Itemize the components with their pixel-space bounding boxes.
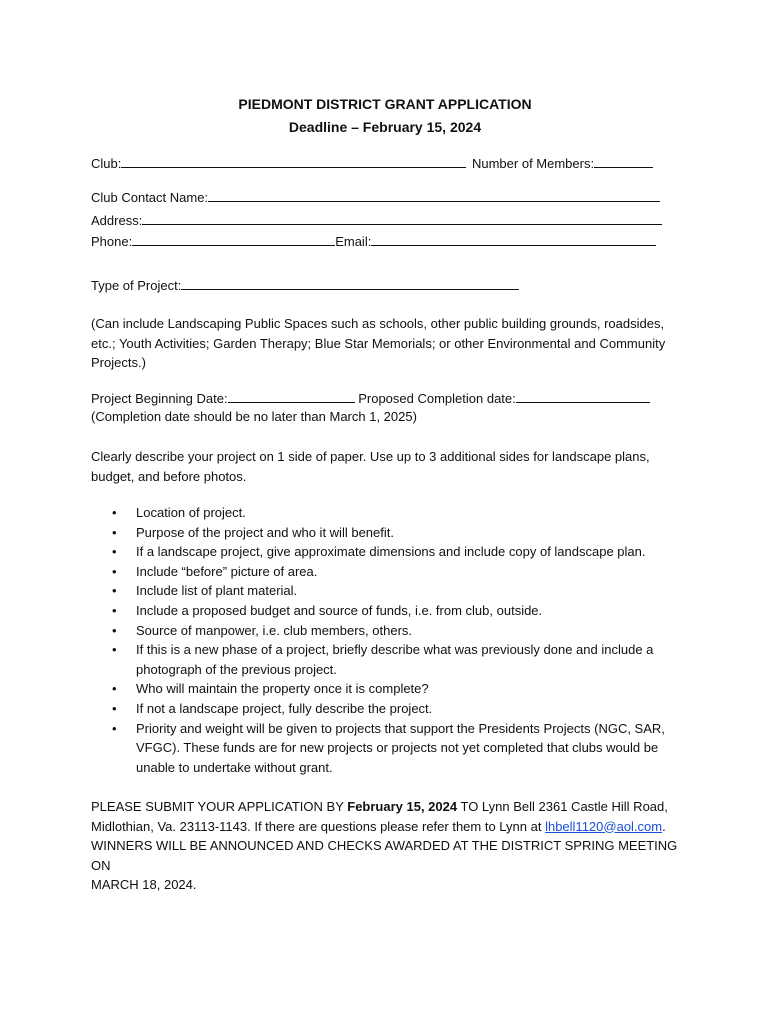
list-item: [91, 523, 691, 543]
list-item-text: Location of project.: [136, 505, 246, 520]
list-item: [91, 719, 691, 778]
begin-date-label: Project Beginning Date:: [91, 391, 228, 406]
list-item-text: Priority and weight will be given to projects that support the Presidents Projects (NGC, SAR, VFGC). These funds are for new projects or projects not yet completed that clubs would be unable to undertake without grant.: [136, 720, 665, 775]
members-field[interactable]: [594, 155, 653, 168]
list-item: [91, 679, 691, 699]
contact-field[interactable]: [208, 189, 660, 202]
meeting-date: MARCH 18, 2024.: [91, 877, 197, 892]
bullet-icon: •: [112, 642, 117, 658]
bullet-icon: •: [112, 681, 117, 697]
list-item-text: Include “before” picture of area.: [136, 563, 318, 579]
email-link[interactable]: lhbell1120@aol.com: [545, 818, 663, 834]
begin-date-field[interactable]: [228, 390, 355, 403]
list-item: [91, 699, 691, 719]
contact-label: Club Contact Name:: [91, 190, 209, 205]
club-label: Club:: [91, 156, 122, 171]
bullet-icon: •: [112, 544, 117, 560]
bullet-icon: •: [112, 524, 117, 540]
list-item-text: If this is a new phase of a project, briefly describe what was previously done and include a photograph of the previous project.: [136, 642, 654, 677]
requirements-list: [91, 503, 691, 777]
project-type-label: Type of Project:: [91, 278, 182, 293]
phone-field[interactable]: [132, 233, 335, 246]
project-type-note: (Can include Landscaping Public Spaces such as schools, other public building grounds, roadsides, etc.; Youth Activities; Garden Therapy; Blue Star Memorials; or other Environmental and Community Projects.): [91, 316, 666, 370]
bullet-icon: •: [112, 602, 117, 618]
document-title: PIEDMONT DISTRICT GRANT APPLICATION: [238, 96, 532, 112]
deadline-heading: Deadline – February 15, 2024: [288, 119, 482, 135]
completion-date-field[interactable]: [516, 390, 650, 403]
bullet-icon: •: [112, 505, 117, 520]
completion-date-label: Proposed Completion date:: [358, 391, 516, 406]
submission-instructions: [91, 797, 681, 895]
address-label: Address:: [91, 213, 143, 228]
email-field[interactable]: [371, 233, 656, 246]
bullet-icon: •: [112, 622, 117, 638]
phone-row: [91, 233, 656, 249]
completion-note: (Completion date should be no later than March 1, 2025): [91, 409, 417, 424]
submit-prefix: PLEASE SUBMIT YOUR APPLICATION BY: [91, 799, 348, 814]
email-label: Email:: [335, 234, 372, 249]
list-item-text: Purpose of the project and who it will benefit.: [136, 524, 394, 540]
project-type-row: [91, 277, 519, 293]
address-field[interactable]: [142, 212, 662, 225]
list-item-text: Who will maintain the property once it is complete?: [136, 681, 429, 697]
project-type-field[interactable]: [181, 277, 519, 290]
list-item-text: Include list of plant material.: [136, 583, 298, 599]
bullet-icon: •: [112, 720, 117, 736]
list-item-text: Include a proposed budget and source of funds, i.e. from club, outside.: [136, 602, 543, 618]
bullet-icon: •: [112, 700, 117, 716]
list-item: [91, 601, 691, 621]
list-item: [91, 621, 691, 641]
list-item: [91, 503, 691, 523]
address-row: [91, 212, 662, 228]
club-row: [91, 155, 653, 171]
list-item: [91, 562, 691, 582]
submit-after-email: . WINNERS WILL BE ANNOUNCED AND CHECKS AWARDED AT THE DISTRICT SPRING MEETING ON: [91, 818, 678, 873]
list-item: [91, 581, 691, 601]
list-item-text: If not a landscape project, fully describe the project.: [136, 700, 433, 716]
phone-label: Phone:: [91, 234, 133, 249]
bullet-icon: •: [112, 583, 117, 599]
members-label: Number of Members:: [471, 156, 595, 171]
describe-instructions: Clearly describe your project on 1 side of paper. Use up to 3 additional sides for landscape plans, budget, and before photos.: [91, 449, 650, 484]
submit-address: TO Lynn Bell 2361 Castle Hill Road, Midlothian, Va. 23113-1143. If there are questions please refer them to Lynn at: [91, 799, 668, 834]
list-item-text: If a landscape project, give approximate dimensions and include copy of landscape plan.: [136, 544, 646, 560]
bullet-icon: •: [112, 563, 117, 579]
list-item: [91, 542, 691, 562]
submit-deadline: February 15, 2024: [347, 799, 458, 814]
list-item-text: Source of manpower, i.e. club members, others.: [136, 622, 413, 638]
club-field[interactable]: [121, 155, 466, 168]
dates-row: [91, 390, 650, 406]
list-item: [91, 640, 691, 679]
contact-row: [91, 189, 660, 205]
